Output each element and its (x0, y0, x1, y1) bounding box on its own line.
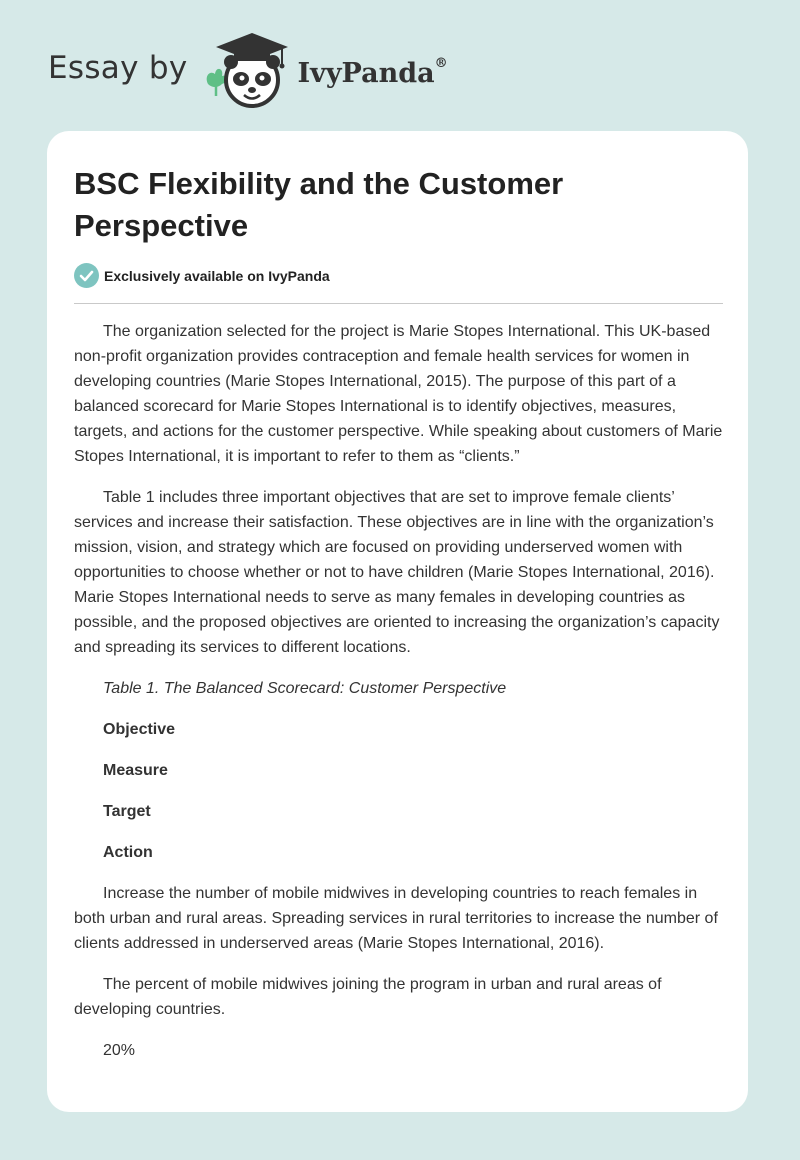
table-caption: Table 1. The Balanced Scorecard: Customer Perspective (103, 680, 507, 697)
body-paragraph: Table 1 includes three important objectives that are set to improve female clients’ services and increase their satisfaction. These objectives are in line with the organization’s mission, vision, and strategy which are focused on providing underserved women with opportunities to choose whether or not to have children (Marie Stopes International, 2016). Marie Stopes International needs to serve as many females in developing countries as possible, and the proposed objectives are oriented to increasing the organization’s capacity and spreading its services to different locations. (74, 489, 720, 656)
table-header-action: Action (103, 844, 153, 861)
table-header-target: Target (103, 803, 151, 820)
article-body (74, 319, 724, 1079)
panda-logo-icon[interactable] (202, 30, 294, 110)
table-cell: Increase the number of mobile midwives in developing countries to reach females in both urban and rural areas. Spreading services in rural territories to increase the number of clients addressed in underserved areas (Marie Stopes International, 2016). (74, 885, 718, 952)
brand-label[interactable]: IvyPanda (297, 57, 435, 89)
divider (74, 303, 723, 304)
table-header-measure: Measure (103, 762, 168, 779)
table-cell: The percent of mobile midwives joining the program in urban and rural areas of developing countries. (74, 976, 662, 1018)
table-header-objective: Objective (103, 721, 176, 738)
table-cell: 20% (103, 1042, 136, 1059)
body-paragraph: The organization selected for the project is Marie Stopes International. This UK-based non-profit organization provides contraception and female health services for women in developing countries (Marie Stopes International, 2015). The purpose of this part of a balanced scorecard for Marie Stopes International is to identify objectives, measures, targets, and actions for the customer perspective. While speaking about customers of Marie Stopes International, it is important to refer to them as “clients.” (74, 323, 723, 465)
exclusive-badge (74, 263, 330, 288)
brand-name[interactable] (297, 55, 448, 89)
registered-mark: ® (434, 55, 448, 71)
article-title: BSC Flexibility and the Customer Perspective (74, 166, 564, 243)
site-header (48, 30, 448, 110)
check-circle-icon (74, 263, 99, 288)
essay-by-label: Essay by (48, 50, 188, 86)
exclusive-badge-label: Exclusively available on IvyPanda (104, 267, 330, 284)
article-card (47, 131, 748, 1112)
